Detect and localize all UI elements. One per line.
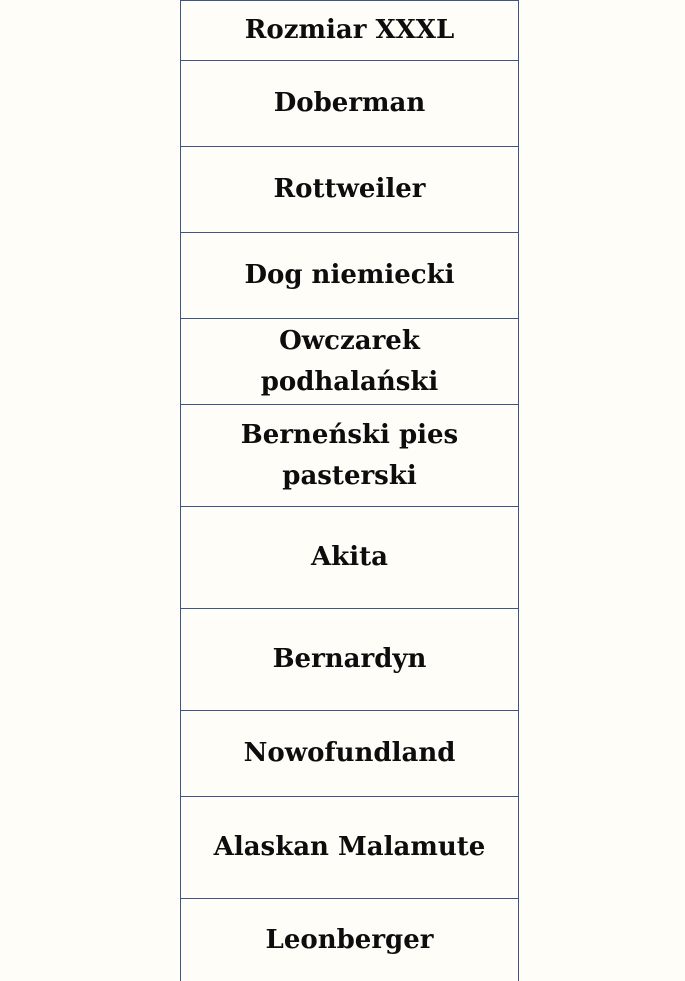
table-row: [181, 609, 518, 711]
breed-name: Bernardyn: [272, 644, 427, 674]
breed-name: Nowofundland: [243, 738, 456, 768]
breed-name: Doberman: [273, 88, 426, 118]
table-row: [181, 711, 518, 797]
table-row: [181, 147, 518, 233]
table-row: [181, 61, 518, 147]
breed-name: Akita: [311, 542, 388, 572]
table-row: [181, 797, 518, 899]
table-row: [181, 405, 518, 507]
table-header-label: Rozmiar XXXL: [244, 15, 455, 45]
breed-name: Dog niemiecki: [244, 260, 455, 290]
table-row: [181, 233, 518, 319]
table-row: [181, 899, 518, 981]
breed-name: Alaskan Malamute: [213, 832, 486, 862]
breed-name: Berneński pies pasterski: [240, 419, 459, 491]
breed-name: Leonberger: [265, 924, 434, 955]
table-row: [181, 319, 518, 405]
breed-name: Owczarek podhalański: [260, 325, 439, 397]
breed-name: Rottweiler: [273, 174, 426, 204]
table-row: [181, 507, 518, 609]
dog-size-table: [180, 0, 519, 981]
table-header: [181, 0, 518, 61]
